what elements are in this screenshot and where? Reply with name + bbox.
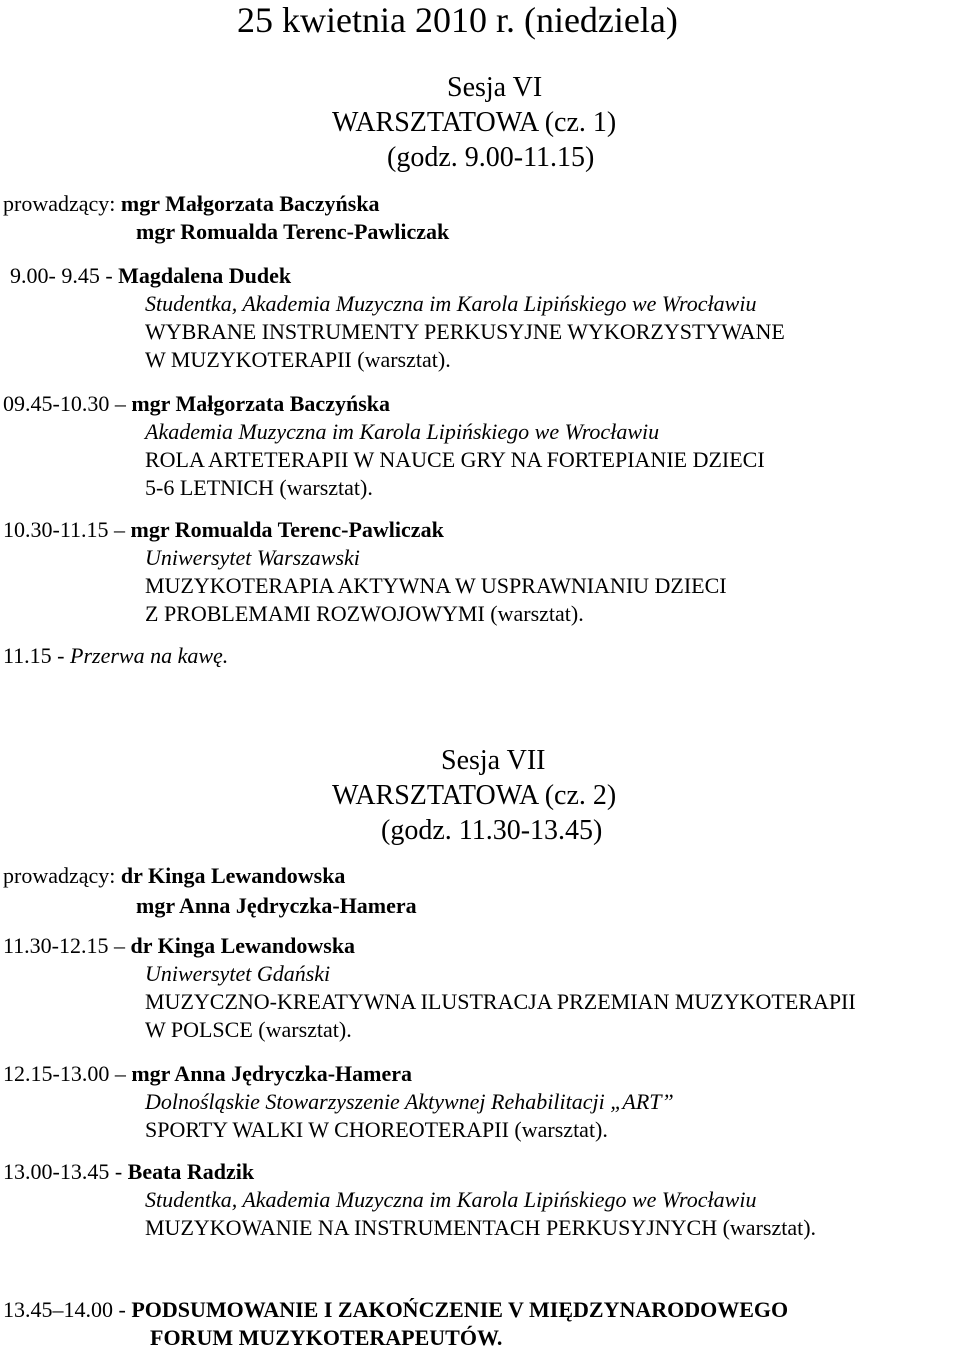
speaker-name: Beata Radzik (127, 1159, 255, 1184)
topic: W MUZYKOTERAPII (warsztat). (145, 347, 451, 372)
agenda-item-time: 13.00-13.45 - Beata Radzik (3, 1159, 255, 1184)
speaker-name: mgr Anna Jędryczka-Hamera (131, 1061, 412, 1086)
agenda-item-time: 9.00- 9.45 - Magdalena Dudek (10, 263, 292, 288)
speaker-name: dr Kinga Lewandowska (130, 933, 356, 958)
speaker-name: mgr Romualda Terenc-Pawliczak (130, 517, 444, 542)
speaker-name: Magdalena Dudek (118, 263, 292, 288)
topic: Z PROBLEMAMI ROZWOJOWYMI (warsztat). (145, 601, 584, 626)
session6-time: (godz. 9.00-11.15) (387, 142, 595, 173)
topic: MUZYKOWANIE NA INSTRUMENTACH PERKUSYJNYCH (warsztat). (145, 1215, 817, 1240)
agenda-item-time: 11.30-12.15 – dr Kinga Lewandowska (3, 933, 356, 958)
session7-title: Sesja VII (441, 745, 546, 776)
affiliation: Uniwersytet Warszawski (145, 545, 360, 570)
affiliation: Akademia Muzyczna im Karola Lipińskiego we Wrocławiu (145, 419, 660, 444)
topic: MUZYKOTERAPIA AKTYWNA W USPRAWNIANIU DZIECI (145, 573, 727, 598)
agenda-item-time: 09.45-10.30 – mgr Małgorzata Baczyńska (3, 391, 390, 416)
closing-title: PODSUMOWANIE I ZAKOŃCZENIE V MIĘDZYNARODOWEGO (131, 1297, 789, 1322)
hosts-label: prowadzący: (3, 863, 116, 888)
session7-time: (godz. 11.30-13.45) (381, 815, 603, 846)
agenda-item-time: 12.15-13.00 – mgr Anna Jędryczka-Hamera (3, 1061, 412, 1086)
host-name: dr Kinga Lewandowska (120, 863, 346, 888)
affiliation: Dolnośląskie Stowarzyszenie Aktywnej Rehabilitacji „ART” (145, 1089, 674, 1114)
hosts-label: prowadzący: (3, 191, 116, 216)
topic: MUZYCZNO-KREATYWNA ILUSTRACJA PRZEMIAN MUZYKOTERAPII (145, 989, 856, 1014)
closing-title: FORUM MUZYKOTERAPEUTÓW. (150, 1325, 503, 1350)
closing-item: 13.45–14.00 - PODSUMOWANIE I ZAKOŃCZENIE V MIĘDZYNARODOWEGO (3, 1297, 789, 1322)
date-header: 25 kwietnia 2010 r. (niedziela) (237, 0, 678, 40)
topic: WYBRANE INSTRUMENTY PERKUSYJNE WYKORZYSTYWANE (145, 319, 785, 344)
affiliation: Studentka, Akademia Muzyczna im Karola Lipińskiego we Wrocławiu (145, 1187, 757, 1212)
affiliation: Studentka, Akademia Muzyczna im Karola Lipińskiego we Wrocławiu (145, 291, 757, 316)
topic: 5-6 LETNICH (warsztat). (145, 475, 373, 500)
host-name: mgr Anna Jędryczka-Hamera (136, 893, 417, 918)
topic: SPORTY WALKI W CHOREOTERAPII (warsztat). (145, 1117, 608, 1142)
host-name: mgr Małgorzata Baczyńska (120, 191, 380, 216)
agenda-item-time: 10.30-11.15 – mgr Romualda Terenc-Pawliczak (3, 517, 444, 542)
host-name: mgr Romualda Terenc-Pawliczak (136, 219, 450, 244)
affiliation: Uniwersytet Gdański (145, 961, 331, 986)
topic: ROLA ARTETERAPII W NAUCE GRY NA FORTEPIANIE DZIECI (145, 447, 765, 472)
session6-hosts (3, 190, 380, 218)
coffee-break: 11.15 - Przerwa na kawę. (3, 643, 229, 668)
session6-title: Sesja VI (447, 72, 543, 103)
topic: W POLSCE (warsztat). (145, 1017, 352, 1042)
session7-hosts (3, 862, 345, 890)
session7-subtitle: WARSZTATOWA (cz. 2) (332, 780, 617, 811)
session6-subtitle: WARSZTATOWA (cz. 1) (332, 107, 617, 138)
speaker-name: mgr Małgorzata Baczyńska (131, 391, 390, 416)
